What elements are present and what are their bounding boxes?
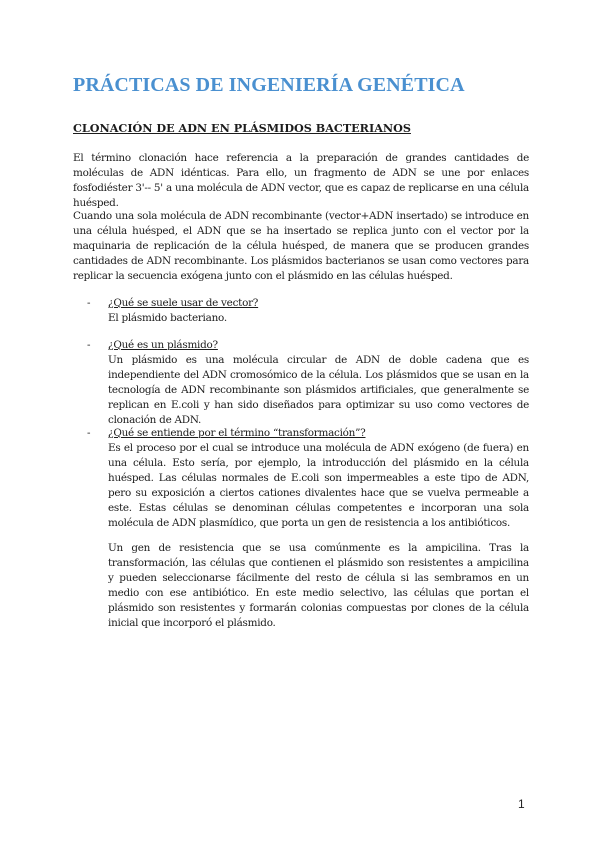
- question-item: [108, 426, 529, 531]
- bullet-marker: -: [87, 297, 91, 309]
- paragraph-intro: El término clonación hace referencia a la preparación de grandes cantidades de moléculas de ADN idénticas. Para ello, un fragmento de ADN se une por enlaces fosfodiéster 3'-- 5' a una molécula de ADN vector, que es capaz de replicarse en una célula huésped.: [73, 152, 529, 209]
- question-item: [108, 296, 529, 326]
- answer-text: Un plásmido es una molécula circular de ADN de doble cadena que es independiente del ADN cromosómico de la célula. Los plásmidos que se usan en la tecnología de ADN recombinante son plásmidos artificiales, que generalmente se replican en E.coli y han sido diseñados para optimizar su uso como vectores de clonación de ADN.: [108, 354, 529, 426]
- answer-text: Es el proceso por el cual se introduce una molécula de ADN exógeno (de fuera) en una célula. Esto sería, por ejemplo, la introducción del plásmido en la célula huésped. Las células normales de E.coli son impermeables a este tipo de ADN, pero su exposición a ciertos cationes divalentes hace que se vuelva permeable a este. Estas células se denominan células competentes e incorporan una sola molécula de ADN plasmídico, que porta un gen de resistencia a los antibióticos.: [108, 442, 529, 529]
- answer-continuation: Un gen de resistencia que se usa comúnmente es la ampicilina. Tras la transformación, las células que contienen el plásmido son resistentes a ampicilina y pueden seleccionarse fácilmente del resto de célula si las sembramos en un medio con ese antibiótico. En este medio selectivo, las células que portan el plásmido son resistentes y formarán colonias compuestas por clones de la célula inicial que incorporó el plásmido.: [108, 542, 529, 629]
- bullet-marker: -: [87, 427, 91, 439]
- question-text: ¿Qué se entiende por el término “transformación”?: [108, 427, 366, 439]
- bullet-marker: -: [87, 339, 91, 351]
- paragraph-recombinant: Cuando una sola molécula de ADN recombinante (vector+ADN insertado) se introduce en una célula huésped, el ADN que se ha insertado se replica junto con el vector por la maquinaria de replicación de la célula huésped, de manera que se producen grandes cantidades de ADN recombinante. Los plásmidos bacterianos se usan como vectores para replicar la secuencia exógena junto con el plásmido en las células huésped.: [73, 210, 529, 282]
- question-item: [108, 338, 529, 428]
- page-number: 1: [518, 797, 525, 811]
- document-title: PRÁCTICAS DE INGENIERÍA GENÉTICA: [73, 74, 465, 96]
- question-text: ¿Qué se suele usar de vector?: [108, 297, 259, 309]
- question-text: ¿Qué es un plásmido?: [108, 339, 218, 351]
- section-subtitle: CLONACIÓN DE ADN EN PLÁSMIDOS BACTERIANOS: [73, 121, 411, 135]
- answer-text: El plásmido bacteriano.: [108, 312, 227, 324]
